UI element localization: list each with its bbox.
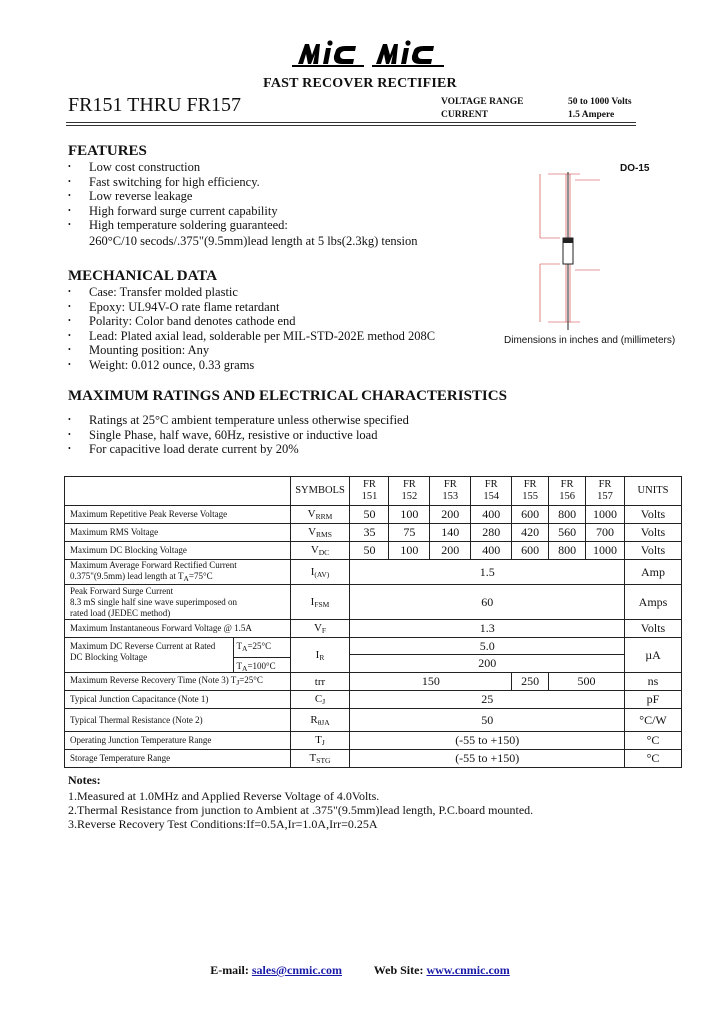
ratings-item: • Single Phase, half wave, 60Hz, resistive or inductive load	[68, 428, 409, 443]
notes-heading: Notes:	[68, 773, 101, 787]
table-row: Maximum Repetitive Peak Reverse Voltage $V_{RRM}$ 50 100 200 400 600 800 1000 Volts	[65, 506, 682, 524]
mechanical-item: • Weight: 0.012 ounce, 0.33 grams	[68, 358, 435, 373]
table-row: Typical Junction Capacitance (Note 1) $C_J$ 25 pF	[65, 691, 682, 709]
diode-outline-icon	[520, 172, 630, 332]
feature-continuation: 260°C/10 secods/.375"(9.5mm)lead length at 5 lbs(2.3kg) tension	[89, 233, 418, 248]
table-row: Maximum RMS Voltage $V_{RMS}$ 35 75 140 280 420 560 700 Volts	[65, 524, 682, 542]
mechanical-item: • Epoxy: UL94V-O rate flame retardant	[68, 300, 435, 315]
package-drawing	[520, 172, 630, 332]
param-header-cell	[65, 477, 291, 506]
mechanical-item: • Polarity: Color band denotes cathode end	[68, 314, 435, 329]
spec-voltage-value: 50 to 1000 Volts	[568, 97, 632, 107]
website-label: Web Site:	[373, 963, 424, 977]
features-list	[68, 160, 417, 249]
mic-logo-icon	[292, 38, 452, 68]
part-header-152: FR 152	[389, 477, 430, 506]
spec-current-label: CURRENT	[441, 110, 488, 120]
part-header-153: FR 153	[430, 477, 471, 506]
company-logo	[292, 38, 452, 68]
table-row: Maximum Average Forward Rectified Current 0.375"(9.5mm) lead length at $T_A=75^\circ C$ $I_{(AV)}$ 1.5 Amp	[65, 560, 682, 585]
note-item: 2.Thermal Resistance from junction to Ambient at .375"(9.5mm)lead length, P.C.board mounted.	[68, 803, 534, 817]
spec-current-value: 1.5 Ampere	[568, 110, 615, 120]
feature-item: • Fast switching for high efficiency.	[68, 175, 417, 190]
spec-voltage-label: VOLTAGE RANGE	[441, 97, 524, 107]
table-row: Maximum DC Blocking Voltage $V_{DC}$ 50 100 200 400 600 800 1000 Volts	[65, 542, 682, 560]
table-row: Operating Junction Temperature Range $T_J$ (-55 to +150) °C	[65, 732, 682, 750]
ratings-item: • For capacitive load derate current by 20%	[68, 442, 409, 457]
units-header: UNITS	[625, 477, 682, 506]
footer	[0, 963, 720, 978]
part-header-154: FR 154	[471, 477, 512, 506]
table-row: Maximum Instantaneous Forward Voltage @ 1.5A $V_F$ 1.3 Volts	[65, 620, 682, 638]
ratings-item: • Ratings at 25°C ambient temperature unless otherwise specified	[68, 413, 409, 428]
mechanical-heading: MECHANICAL DATA	[68, 268, 218, 284]
symbols-header: SYMBOLS	[290, 477, 350, 506]
part-header-151: FR 151	[350, 477, 389, 506]
mechanical-list	[68, 285, 435, 373]
dimensions-caption: Dimensions in inches and (millimeters)	[504, 335, 676, 346]
email-link[interactable]: sales@cnmic.com	[251, 963, 342, 977]
website-link[interactable]: www.cnmic.com	[426, 963, 510, 977]
ratings-heading: MAXIMUM RATINGS AND ELECTRICAL CHARACTERISTICS	[68, 388, 507, 404]
feature-item: • Low cost construction	[68, 160, 417, 175]
header-rule	[66, 122, 636, 123]
ratings-list	[68, 413, 409, 457]
feature-item: • High temperature soldering guaranteed:	[68, 218, 417, 233]
table-row: Maximum DC Reverse Current at Rated DC Blocking Voltage $T_A=25^\circ C$ $T_A=100^\circ C$ $I_R$ 5.0 200 µA	[65, 638, 682, 673]
part-range: FR151 THRU FR157	[68, 94, 242, 116]
package-name: DO-15	[620, 163, 650, 174]
document-title: FAST RECOVER RECTIFIER	[263, 76, 457, 91]
table-row: Maximum Reverse Recovery Time (Note 3) $T_J=25^\circ C$ trr 150 250 500 ns	[65, 673, 682, 691]
feature-item: • High forward surge current capability	[68, 204, 417, 219]
mechanical-item: • Mounting position: Any	[68, 343, 435, 358]
part-header-156: FR 156	[549, 477, 586, 506]
part-header-155: FR 155	[512, 477, 549, 506]
table-row: Typical Thermal Resistance (Note 2) $R_{\theta JA}$ 50 °C/W	[65, 709, 682, 732]
note-item: 1.Measured at 1.0MHz and Applied Reverse Voltage of 4.0Volts.	[68, 789, 380, 803]
mechanical-item: • Case: Transfer molded plastic	[68, 285, 435, 300]
table-row: Storage Temperature Range $T_{STG}$ (-55 to +150) °C	[65, 750, 682, 768]
note-item: 3.Reverse Recovery Test Conditions:If=0.5A,Ir=1.0A,Irr=0.25A	[68, 817, 378, 831]
header-rule-2	[66, 125, 636, 126]
part-header-157: FR 157	[586, 477, 625, 506]
mechanical-item: • Lead: Plated axial lead, solderable per MIL-STD-202E method 208C	[68, 329, 435, 344]
table-header-row	[65, 477, 682, 506]
features-heading: FEATURES	[68, 143, 147, 159]
ratings-table	[64, 476, 682, 768]
feature-item: • Low reverse leakage	[68, 189, 417, 204]
email-label: E-mail:	[210, 963, 249, 977]
table-row: Peak Forward Surge Current 8.3 mS single half sine wave superimposed on rated load (JEDEC method) $I_{FSM}$ 60 Amps	[65, 585, 682, 620]
